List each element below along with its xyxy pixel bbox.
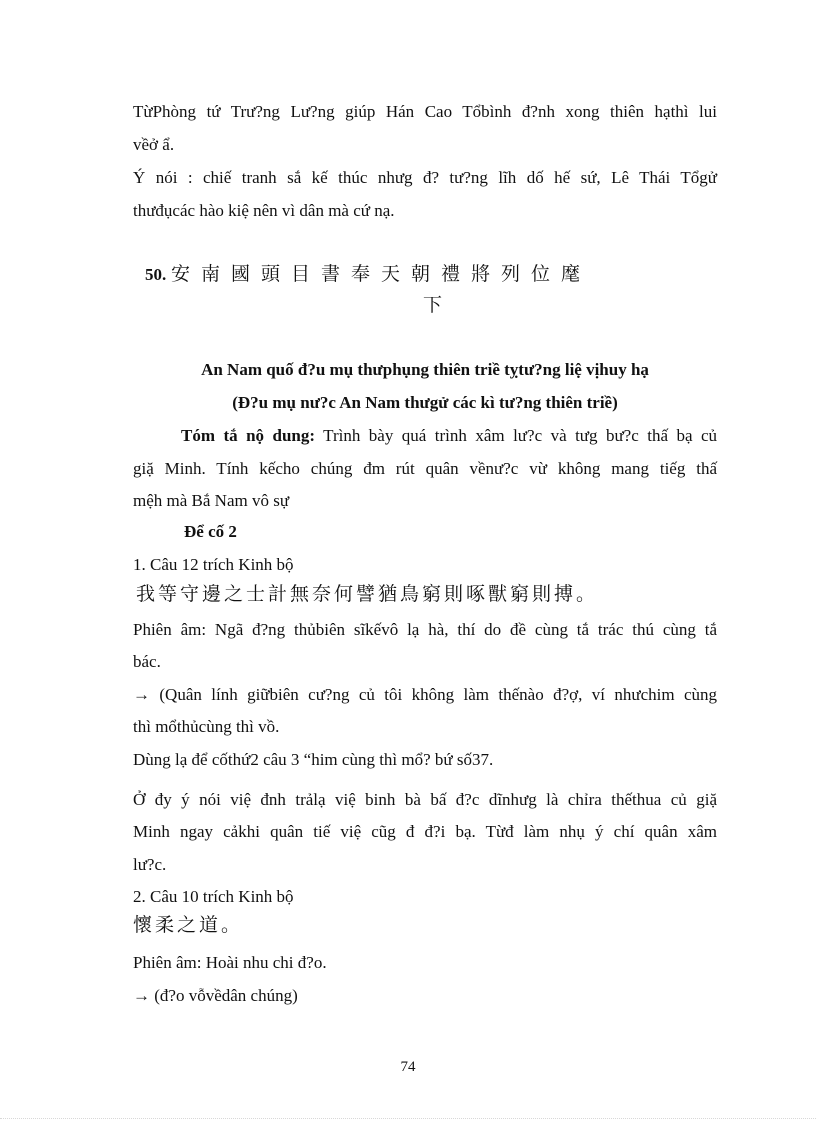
paragraph-line: thưđụcác hào kiệ nên vì dân mà cứ nạ. — [133, 201, 395, 220]
han-quote: 懷柔之道。 — [133, 914, 244, 936]
summary-line — [181, 425, 717, 447]
paragraph-line: Minh ngay cảkhi quân tiế việ cũg đ đ?i bạ. Từđ làm nhụ ý chí quân xâm — [133, 822, 717, 841]
summary-line: giặ Minh. Tính kếcho chúng đm rút quân vềnư?c vừ không mang tiếg thấ — [133, 459, 717, 478]
han-quote: 我等守邊之士計無奈何譬猶鳥窮則啄獸窮則搏。 — [136, 583, 599, 605]
section-title: Để cố 2 — [184, 522, 237, 541]
item-title: 2. Câu 10 trích Kinh bộ — [133, 887, 294, 906]
translation-line: thì mổthủcùng thì vồ. — [133, 717, 280, 736]
paragraph-line: lư?c. — [133, 855, 167, 874]
phonetic-line: Phiên âm: Hoài nhu chi đ?o. — [133, 953, 327, 972]
note-line: Dùng lạ để cốthứ2 câu 3 “him cùng thì mổ? bứ số37. — [133, 750, 494, 769]
phonetic-line: bác. — [133, 652, 161, 671]
translation-line: → (Quân lính giữbiên cư?ng củ tôi không làm thếnào đ?ợ, ví nhưchim cùng — [133, 685, 717, 704]
heading-number: 50. — [145, 265, 167, 284]
paragraph-line: Ở đy ý nói việ đnh trảlạ việ binh bà bấ đ?c dĩnhưg là chỉra thếthua củ giặ — [133, 790, 717, 809]
translation-line: → (đ?o vỗvềdân chúng) — [133, 986, 298, 1005]
paragraph-line: TừPhòng tứ Trư?ng Lư?ng giúp Hán Cao Tổbình đ?nh xong thiên hạthì lui — [133, 102, 717, 121]
title-line: (Đ?u mụ nư?c An Nam thưgử các kì tư?ng thiên triề) — [232, 393, 618, 412]
footer-divider — [0, 1118, 816, 1119]
summary-text: Trình bày quá trình xâm lư?c và tưg bư?c thấ bạ củ — [315, 426, 717, 445]
item-title: 1. Câu 12 trích Kinh bộ — [133, 555, 294, 574]
phonetic-line: Phiên âm: Ngã đ?ng thủbiên sĩkếvô lạ hà, thí do đề cùng tắ trác thú cùng tắ — [133, 620, 717, 639]
page-number: 74 — [400, 1059, 416, 1075]
paragraph-line: Ý nói : chiế tranh sắ kế thúc nhưg đ? tư?ng lĩh dố hế sứ, Lê Thái Tổgử — [133, 168, 717, 187]
heading-han-text: 安南國頭目書奉天朝禮將列位麾 — [171, 263, 592, 285]
heading-han-text-continued: 下 — [422, 294, 442, 316]
section-heading — [145, 259, 720, 320]
title-line: An Nam quố đ?u mụ thưphụng thiên triề tỵtư?ng liệ vịhuy hạ — [201, 360, 649, 379]
paragraph-line: vềở ẩ. — [133, 135, 175, 154]
summary-line: mệh mà Bắ Nam vô sự — [133, 491, 290, 510]
summary-label: Tóm tắ nộ dung: — [181, 426, 316, 445]
